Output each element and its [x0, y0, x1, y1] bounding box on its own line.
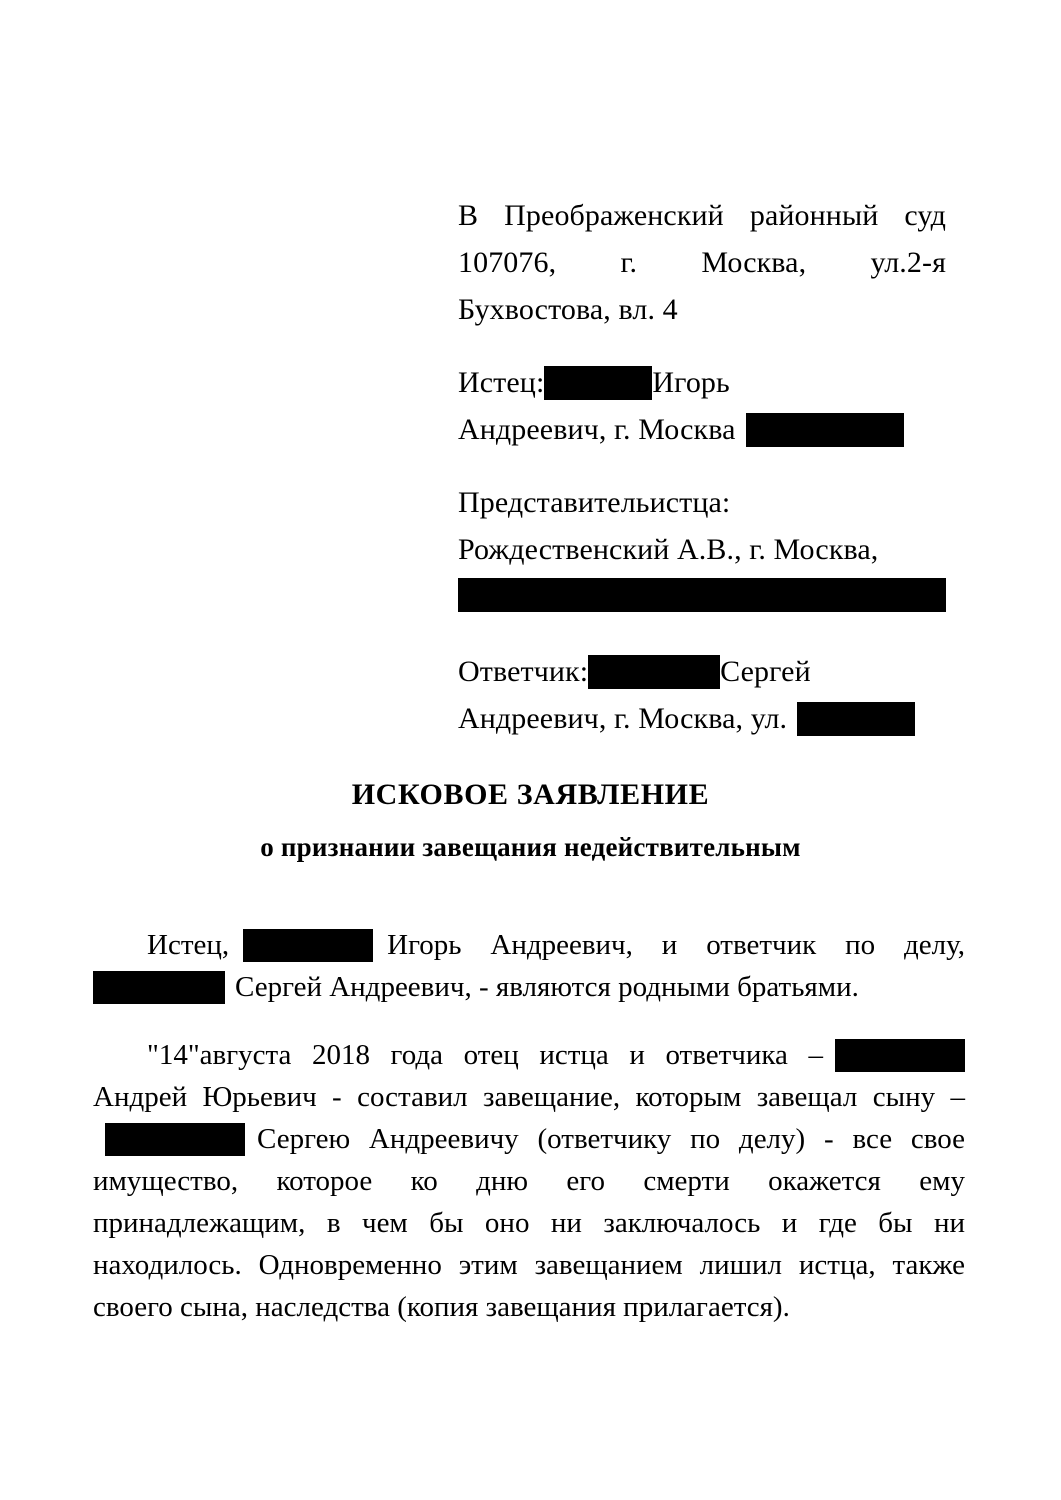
- plaintiff-first-name: Игорь: [652, 366, 730, 399]
- representative-block: [458, 479, 946, 612]
- defendant-line-2: [458, 695, 946, 742]
- defendant-label: Ответчик:: [458, 655, 589, 688]
- p2-segment-2: Андрей Юрьевич - составил завещание, которым завещал сыну –: [93, 1081, 965, 1113]
- redaction-plaintiff-address: [746, 413, 904, 447]
- plaintiff-patronymic-city: Андреевич, г. Москва: [458, 413, 736, 446]
- page-subtitle: о признании завещания недействительным: [260, 832, 801, 862]
- defendant-patronymic-city: Андреевич, г. Москва, ул.: [458, 702, 788, 735]
- plaintiff-label: Истец:: [458, 366, 545, 399]
- p1-segment-3: Сергей Андреевич, - являются родными братьями.: [235, 971, 859, 1003]
- plaintiff-block: [458, 359, 946, 453]
- addressee-header: [458, 192, 946, 742]
- redaction-body-p1-name-1: [243, 929, 373, 962]
- plaintiff-line-1: [458, 359, 946, 406]
- p1-segment-1: Истец,: [147, 929, 230, 961]
- p2-segment-3: Сергею Андреевичу (ответчику по делу) - все свое имущество, которое ко дню его смерти окажется ему принадлежащим, в чем бы оно ни заключалось и где бы ни находилось. Одновременно этим завещанием лишил истца, также своего сына, наследства (копия завещания прилагается).: [93, 1123, 965, 1323]
- body-paragraph-2: [93, 1034, 965, 1328]
- redaction-defendant-address: [797, 702, 915, 736]
- representative-label-part-2: истца:: [649, 486, 731, 519]
- redaction-body-p1-name-2: [93, 971, 225, 1004]
- court-address-line-2: Бухвостова, вл. 4: [458, 293, 678, 326]
- representative-label-part-1: Представитель: [458, 486, 650, 519]
- plaintiff-line-2: [458, 406, 946, 453]
- body-paragraph-1: [93, 924, 965, 1008]
- court-address-line-1: 107076, г. Москва, ул.2-я: [458, 246, 946, 279]
- redaction-defendant-name: [588, 655, 720, 689]
- court-name-line: В Преображенский районный суд: [458, 199, 946, 232]
- p2-segment-1: "14"августа 2018 года отец истца и ответчика –: [147, 1039, 823, 1071]
- page-title: ИСКОВОЕ ЗАЯВЛЕНИЕ: [351, 778, 710, 811]
- defendant-block: [458, 648, 946, 742]
- document-body: [93, 924, 965, 1328]
- redaction-body-p2-name-2: [105, 1123, 245, 1156]
- defendant-first-name: Сергей: [720, 655, 811, 688]
- redaction-body-p2-name-1: [835, 1039, 965, 1072]
- representative-name-line: Рождественский А.В., г. Москва,: [458, 533, 879, 566]
- redaction-plaintiff-name: [544, 366, 652, 400]
- redaction-representative-address: [458, 578, 946, 612]
- representative-label-line: [458, 479, 946, 526]
- defendant-line-1: [458, 648, 946, 695]
- p1-segment-2: Игорь Андреевич, и ответчик по делу,: [387, 929, 965, 961]
